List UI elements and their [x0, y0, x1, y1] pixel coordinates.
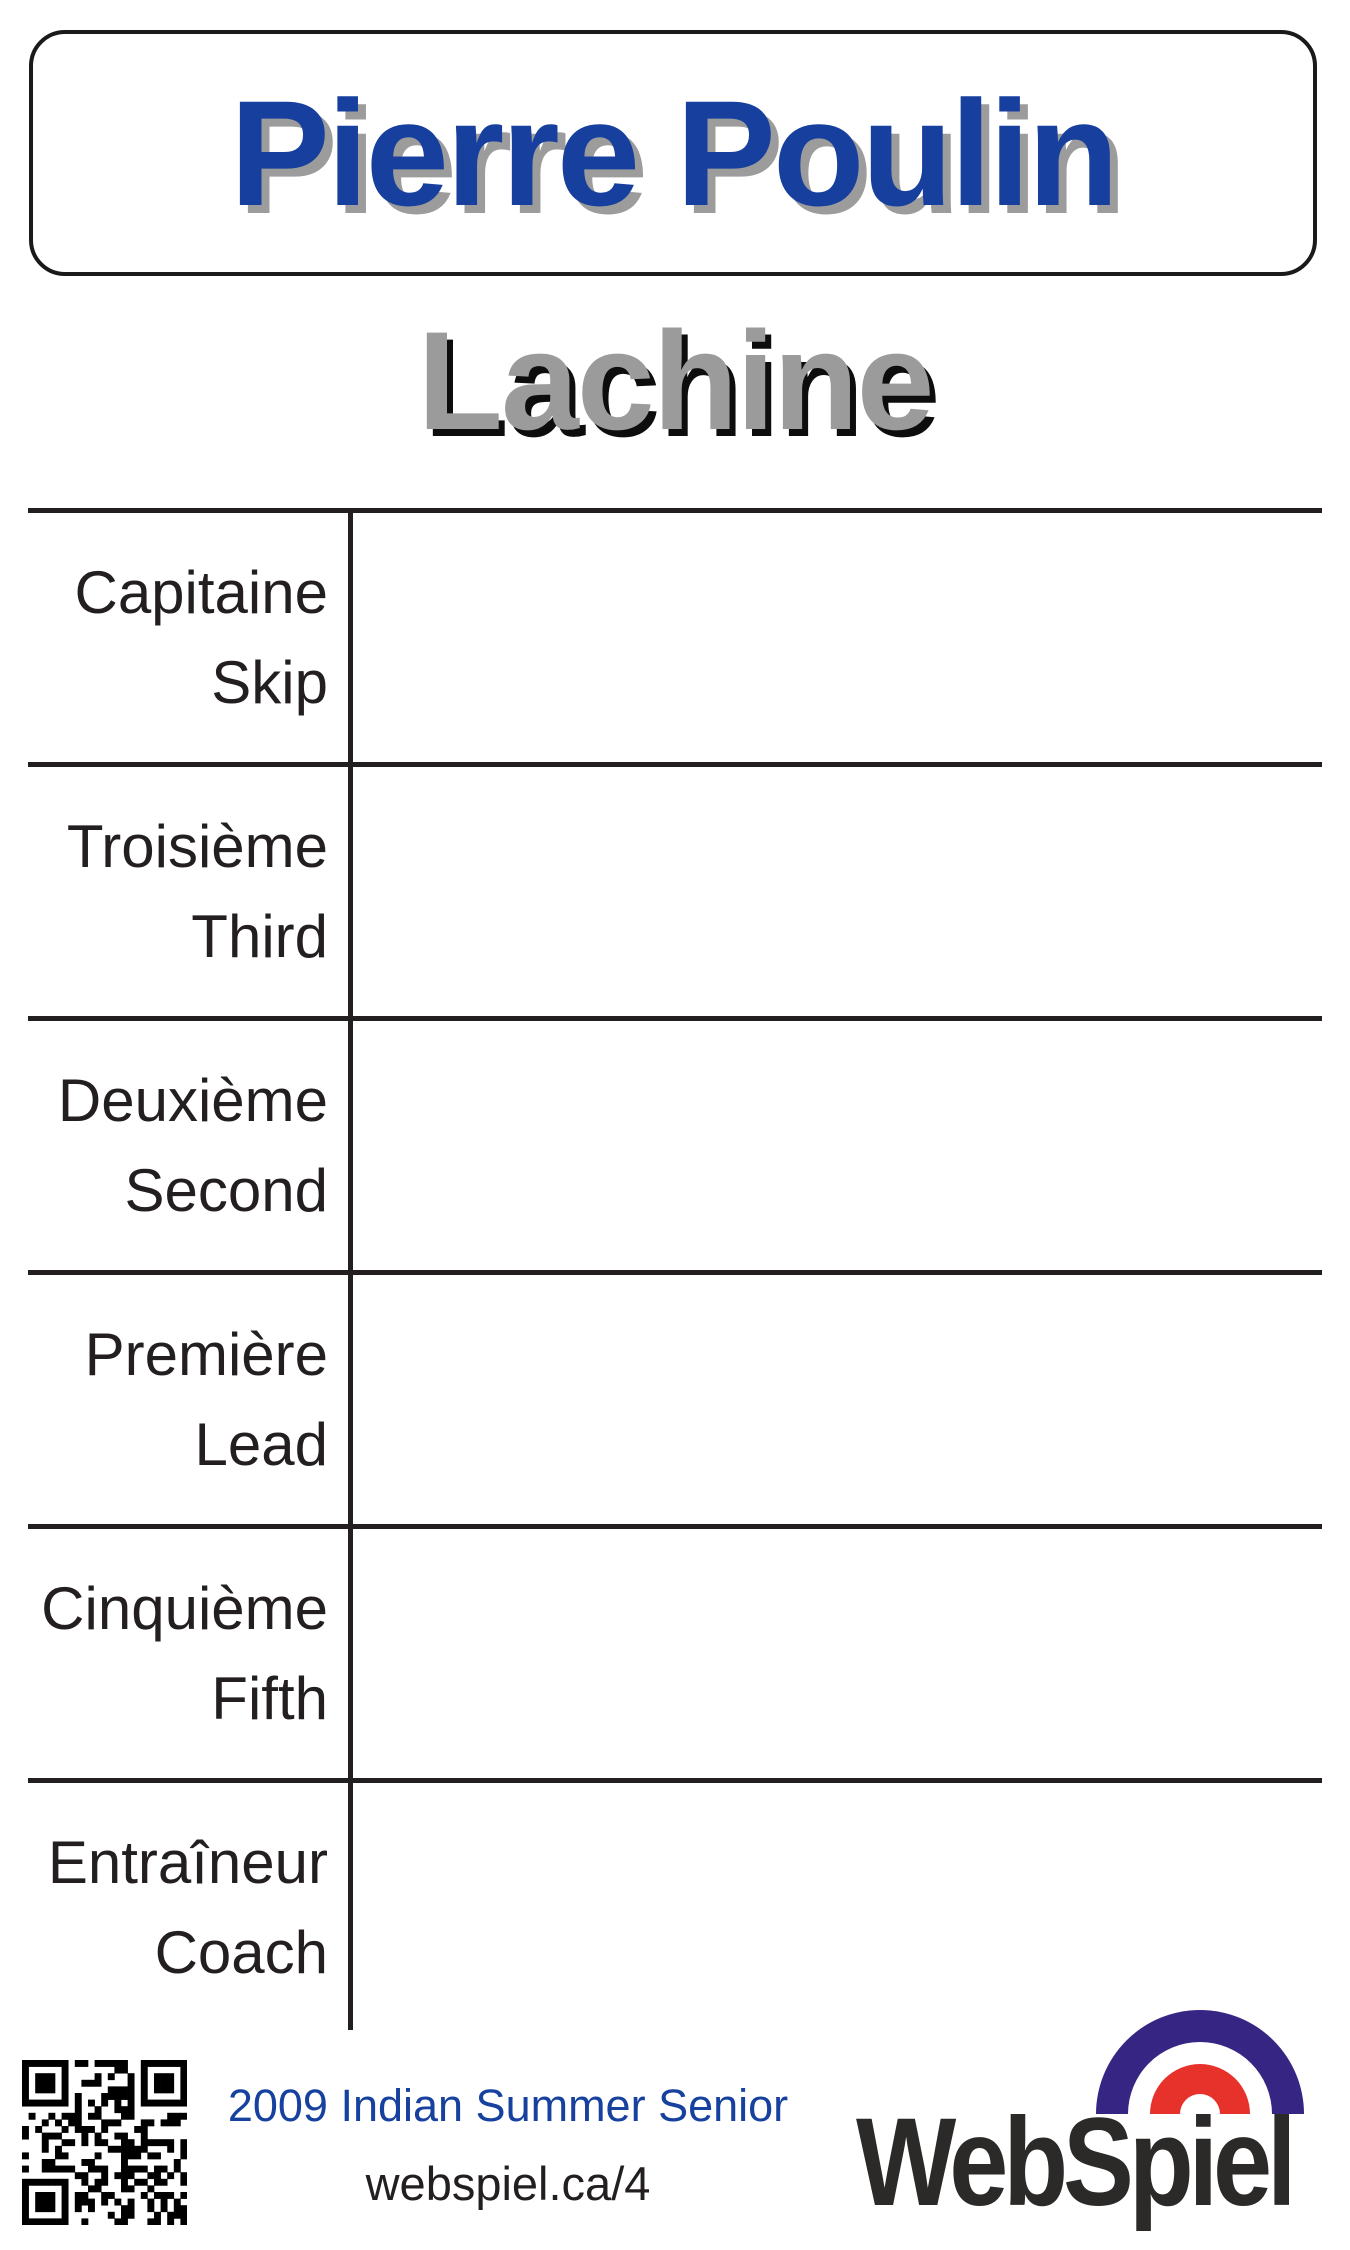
position-label-en: Second: [124, 1156, 328, 1224]
webspiel-url-link[interactable]: webspiel.ca/4: [365, 2157, 651, 2210]
roster-row-third: [28, 762, 1322, 1016]
position-label-en: Fifth: [211, 1664, 328, 1732]
roster-row-coach: [28, 1778, 1322, 2032]
name-entry-second: [350, 1021, 1322, 1270]
roster-row-fifth: [28, 1524, 1322, 1778]
position-label-en: Skip: [211, 648, 328, 716]
webspiel-logo: [850, 1995, 1350, 2235]
roster-row-lead: [28, 1270, 1322, 1524]
position-label-en: Coach: [154, 1918, 328, 1986]
name-entry-skip: [350, 513, 1322, 762]
position-label-en: Lead: [194, 1410, 328, 1478]
logo-wordmark: WebSpiel: [856, 2093, 1292, 2232]
position-label: [28, 1529, 350, 1778]
position-label: [28, 1021, 350, 1270]
position-label-en: Third: [191, 902, 328, 970]
position-label: [28, 1783, 350, 2032]
roster-row-skip: [28, 508, 1322, 762]
column-divider: [348, 508, 353, 2030]
roster-table: [28, 508, 1322, 2032]
position-label-fr: Première: [84, 1320, 328, 1388]
position-label-fr: Entraîneur: [47, 1828, 328, 1896]
team-name: Pierre Poulin: [229, 68, 1117, 237]
roster-row-second: [28, 1016, 1322, 1270]
name-entry-lead: [350, 1275, 1322, 1524]
qr-code-icon: [22, 2060, 187, 2225]
club-name: Lachine: [417, 302, 933, 459]
position-label: [28, 1275, 350, 1524]
position-label-fr: Deuxième: [57, 1066, 328, 1134]
position-label: [28, 767, 350, 1016]
name-entry-fifth: [350, 1529, 1322, 1778]
position-label-fr: Troisième: [66, 812, 328, 880]
position-label-fr: Cinquième: [41, 1574, 328, 1642]
position-label-fr: Capitaine: [74, 558, 328, 626]
event-name: 2009 Indian Summer Senior: [227, 2080, 789, 2131]
name-entry-third: [350, 767, 1322, 1016]
position-label: [28, 513, 350, 762]
footer-event-block: [193, 2080, 823, 2210]
team-name-box: [29, 30, 1317, 276]
